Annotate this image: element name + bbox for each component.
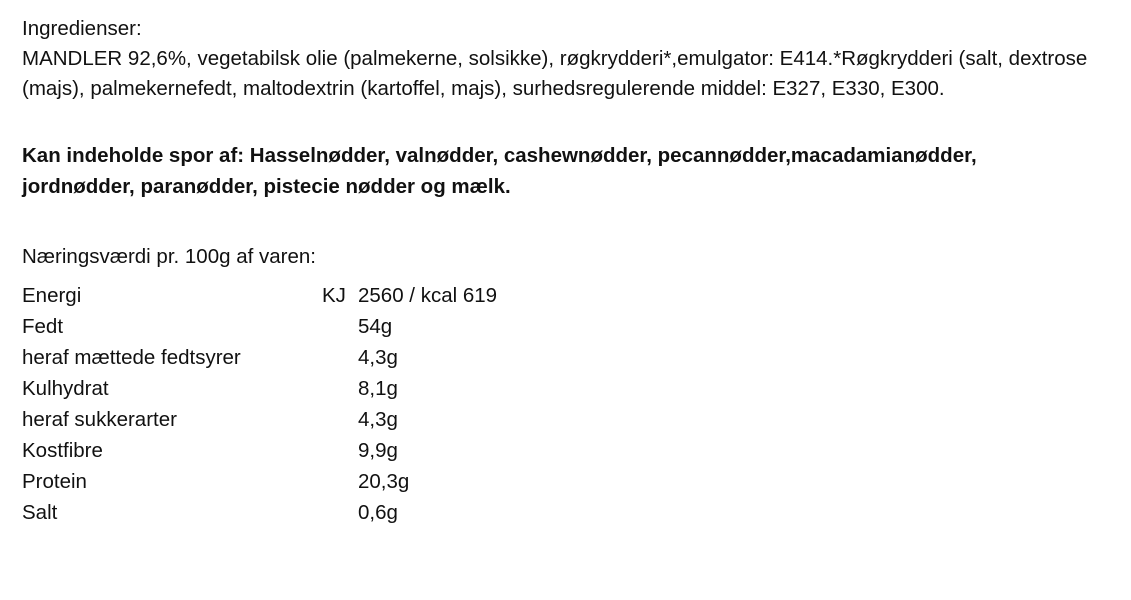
nutrient-name: Protein [22,470,87,493]
nutrient-value: 54g [358,315,393,338]
table-row [22,280,497,311]
allergen-warning: Kan indeholde spor af: Hasselnødder, valnødder, cashewnødder, pecannødder,macadamianødder, jordnødder, paranødder, pistecie nødder og mælk. [22,144,977,198]
nutrient-unit [322,404,358,435]
nutrient-name: Salt [22,501,58,524]
nutrient-unit [322,466,358,497]
nutrient-unit [322,435,358,466]
nutrient-name: Kostfibre [22,439,103,462]
nutrient-name: Kulhydrat [22,377,109,400]
nutrient-unit [322,373,358,404]
table-row [22,466,497,497]
table-row [22,435,497,466]
nutrient-unit: KJ [322,284,346,307]
table-row [22,311,497,342]
nutrient-value: 4,3g [358,408,398,431]
nutrient-name: Energi [22,284,82,307]
nutrient-value: 9,9g [358,439,398,462]
nutrition-heading: Næringsværdi pr. 100g af varen: [22,245,316,268]
nutrient-unit [322,497,358,528]
nutrient-name: heraf mættede fedtsyrer [22,346,241,369]
ingredients-text: MANDLER 92,6%, vegetabilsk olie (palmekerne, solsikke), røgkrydderi*,emulgator: E414.*Røgkrydderi (salt, dextrose (majs), palmekernefedt, maltodextrin (kartoffel, majs), surhedsregulerende middel: E327, E330, E300. [22,47,1088,100]
nutrient-name: heraf sukkerarter [22,408,177,431]
nutrition-table [22,280,497,528]
nutrient-value: 2560 / kcal 619 [358,284,498,307]
table-row [22,497,497,528]
table-row [22,373,497,404]
nutrient-unit [322,342,358,373]
nutrient-value: 4,3g [358,346,398,369]
nutrient-value: 20,3g [358,470,410,493]
nutrient-name: Fedt [22,315,64,338]
nutrient-value: 0,6g [358,501,398,524]
table-row [22,404,497,435]
nutrient-unit [322,311,358,342]
nutrient-value: 8,1g [358,377,398,400]
nutrition-table-body [22,280,497,528]
table-row [22,342,497,373]
ingredients-heading: Ingredienser: [22,17,142,40]
